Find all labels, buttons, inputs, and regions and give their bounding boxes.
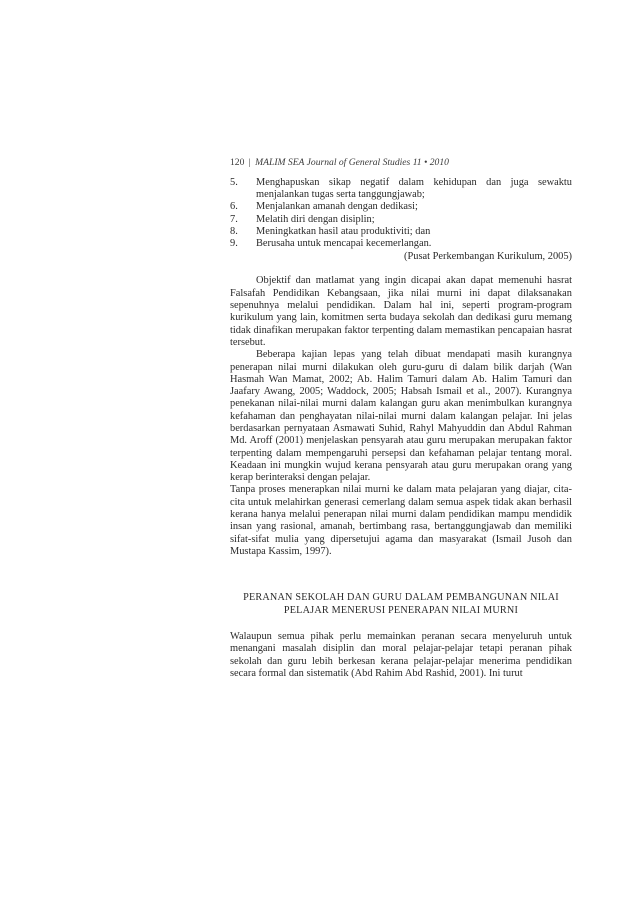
list-number: 7. bbox=[230, 213, 238, 225]
list-item bbox=[230, 177, 572, 201]
list-number: 5. bbox=[230, 177, 238, 188]
list-text: Berusaha untuk mencapai kecemerlangan. bbox=[256, 238, 432, 250]
list-item bbox=[230, 214, 572, 226]
list-item bbox=[230, 238, 572, 250]
paragraph-walaupun: Walaupun semua pihak perlu memainkan peranan secara menyeluruh untuk menangani masalah disiplin dan moral pelajar-pelajar tetapi peranan pihak sekolah dan guru lebih berkesan kerana pelajar-pelajar menerima pendidikan secara formal dan sistematik (Abd Rahim Abd Rashid, 2001). Ini turut bbox=[230, 631, 572, 679]
list-item bbox=[230, 201, 572, 213]
list-citation: (Pusat Perkembangan Kurikulum, 2005) bbox=[404, 251, 572, 263]
journal-title: MALIM SEA Journal of General Studies 11 • 2010 bbox=[255, 157, 449, 168]
list-text: Menghapuskan sikap negatif dalam kehidupan dan juga sewaktu menjalankan tugas serta tanggungjawab; bbox=[256, 177, 572, 201]
page-content bbox=[230, 157, 572, 680]
list-text: Melatih diri dengan disiplin; bbox=[256, 213, 375, 225]
list-item bbox=[230, 226, 572, 238]
list-text: Menjalankan amanah dengan dedikasi; bbox=[256, 201, 418, 213]
paragraph-kajian: Beberapa kajian lepas yang telah dibuat mendapati masih kurangnya penerapan nilai murni dilakukan oleh guru-guru di dalam bilik darjah (Wan Hasmah Wan Mamat, 2002; Ab. Halim Tamuri dalam Ab. Halim Tamuri dan Jaafary Awang, 2005; Waddock, 2005; Habsah Ismail et al., 2007). Kurangnya penekanan nilai-nilai murni dalam kalangan guru akan menimbulkan kurangnya kefahaman dan penghayatan nilai-nilai murni dalam kalangan pelajar. Ini jelas berdasarkan pernyataan Asmawati Suhid, Rahyl Mahyuddin dan Abdul Rahman Md. Aroff (2001) menjelaskan pensyarah atau guru merupakan merupakan faktor terpenting dalam mempengaruhi persepsi dan kefahaman pelajar tentang moral. Keadaan ini mungkin wujud kerana pensyarah atau guru merupakan orang yang kerap berinteraksi dengan pelajar. bbox=[230, 349, 572, 484]
header-separator: | bbox=[248, 157, 251, 168]
list-number: 6. bbox=[230, 201, 238, 213]
section-heading-line-1: PERANAN SEKOLAH DAN GURU DALAM PEMBANGUNAN NILAI bbox=[243, 592, 559, 604]
list-number: 9. bbox=[230, 238, 238, 250]
paragraph-objektif: Objektif dan matlamat yang ingin dicapai akan dapat memenuhi hasrat Falsafah Pendidikan Kebangsaan, jika nilai murni ini dapat dilaksanakan sepenuhnya melalui pendidikan. Dalam hal ini, seperti program-program kurikulum yang lain, komitmen serta budaya sekolah dan dedikasi guru memang tidak dinafikan merupakan faktor terpenting dalam memastikan pencapaian hasrat tersebut. bbox=[230, 275, 572, 348]
paragraph-tanpa-proses: Tanpa proses menerapkan nilai murni ke dalam mata pelajaran yang diajar, cita-cita untuk melahirkan generasi cemerlang dalam semua aspek tidak akan berhasil kerana hanya melalui penerapan nilai murni dalam pendidikan mampu mendidik insan yang rasional, amanah, bertimbang rasa, bertanggungjawab dan memiliki sifat-sifat mulia yang dipersetujui agama dan masyarakat (Ismail Jusoh dan Mustapa Kassim, 1997). bbox=[230, 484, 572, 557]
list-number: 8. bbox=[230, 225, 238, 237]
running-header bbox=[230, 157, 572, 168]
page-number: 120 bbox=[230, 157, 245, 168]
list-text: Meningkatkan hasil atau produktiviti; dan bbox=[256, 225, 431, 237]
numbered-list bbox=[230, 177, 572, 250]
section-heading-line-2: PELAJAR MENERUSI PENERAPAN NILAI MURNI bbox=[283, 604, 519, 616]
